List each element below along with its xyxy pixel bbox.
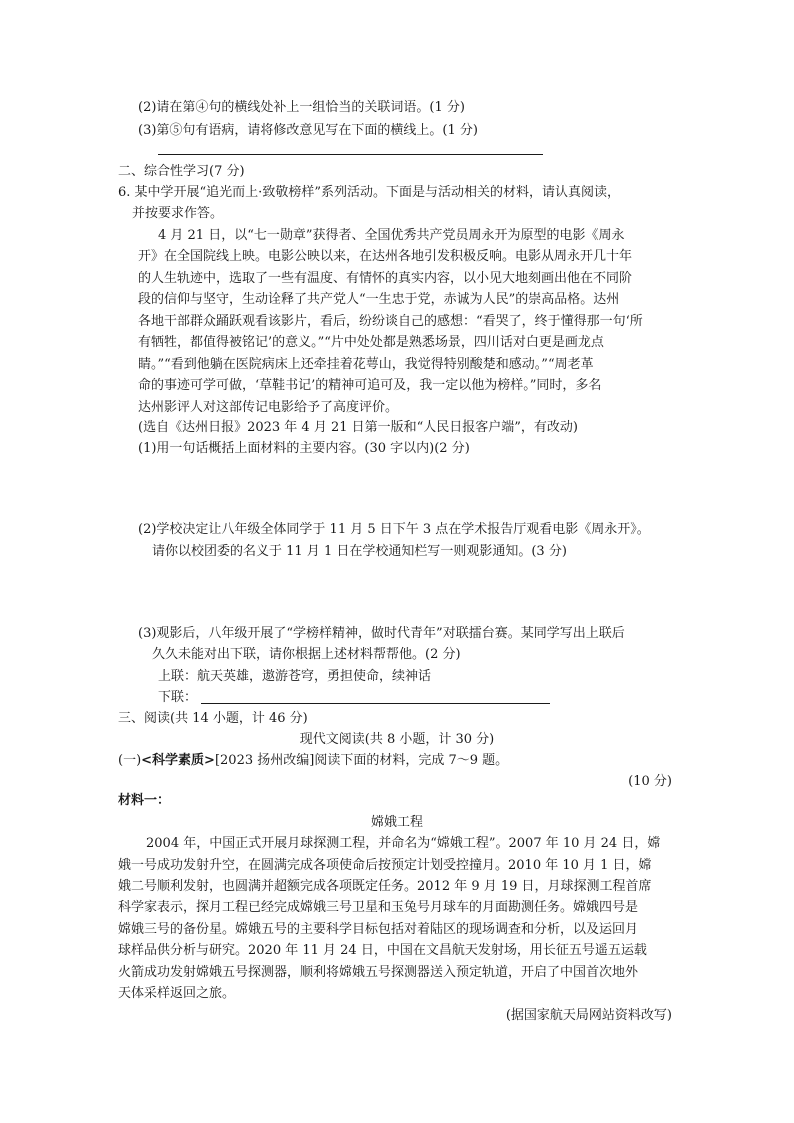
couplet-lower-label: 下联： — [158, 690, 198, 705]
couplet-upper: 上联：航天英雄，遨游苍穹，勇担使命，续神话 — [158, 669, 432, 684]
part-1-tag: <科学素质> — [141, 753, 215, 768]
material-line: 达州影评人对这部传记电影给予了高度评价。 — [138, 400, 399, 415]
couplet-lower-answer-line[interactable] — [201, 703, 550, 704]
part-1-instruction: [2023 扬州改编]阅读下面的材料，完成 7～9 题。 — [214, 753, 509, 768]
material-1-title: 嫦娥工程 — [370, 815, 423, 830]
material-line: 开》在全国院线上映。电影公映以来，在达州各地引发积极反响。电影从周永开几十年 — [138, 249, 633, 264]
section-2-title: 二、综合性学习(7 分) — [118, 164, 245, 179]
q6-intro-line2: 并按要求作答。 — [132, 206, 224, 221]
q6-sub2-line2: 请你以校团委的名义于 11 月 1 日在学校通知栏写一则观影通知。(3 分) — [152, 544, 567, 559]
question-3-text: (3)第⑤句有语病，请将修改意见写在下面的横线上。(1 分) — [138, 123, 478, 138]
material-line: 命的事迹可学可做，‘草鞋书记’的精神可追可及，我一定以他为榜样。”同时，多名 — [138, 378, 602, 393]
material-1-source: (据国家航天局网站资料改写) — [505, 1008, 672, 1023]
material-1-label: 材料一： — [118, 793, 171, 808]
material-1-line: 火箭成功发射嫦娥五号探测器，顺利将嫦娥五号探测器送入预定轨道，开启了中国首次地外 — [118, 965, 639, 980]
q6-sub2-line1: (2)学校决定让八年级全体同学于 11 月 5 日下午 3 点在学术报告厅观看电影《周永开》。 — [138, 522, 650, 537]
q6-sub1-text: (1)用一句话概括上面材料的主要内容。(30 字以内)(2 分) — [138, 441, 470, 456]
part-1-score: (10 分) — [628, 774, 672, 789]
material-1-line: 科学家表示，探月工程已经完成嫦娥三号卫星和玉兔号月球车的月面勘测任务。嫦娥四号是 — [118, 900, 639, 915]
material-line: 睛。”“看到他躺在医院病床上还牵挂着花萼山，我觉得特别酸楚和感动。”“周老革 — [138, 357, 594, 372]
section-3-title: 三、阅读(共 14 小题，计 46 分) — [118, 711, 308, 726]
part-1-heading — [118, 751, 508, 771]
material-1-line: 2004 年，中国正式开展月球探测工程，并命名为“嫦娥工程”。2007 年 10 月 24 日，嫦 — [146, 836, 661, 851]
question-2-text: (2)请在第④句的横线处补上一组恰当的关联词语。(1 分) — [138, 100, 465, 115]
material-line: 有牺牲，都值得被铭记’的意义。”“片中处处都是熟悉场景，四川话对白更是画龙点 — [138, 335, 604, 350]
material-line: 4 月 21 日，以“七一勋章”获得者、全国优秀共产党员周永开为原型的电影《周永 — [158, 228, 625, 243]
material-1-line: 娥一号成功发射升空，在圆满完成各项使命后按预定计划受控撞月。2010 年 10 月 1 日，嫦 — [118, 858, 652, 873]
answer-line-q3[interactable] — [158, 154, 543, 155]
material-line: 的人生轨迹中，选取了一些有温度、有情怀的真实内容，以小见大地刻画出他在不同阶 — [138, 271, 633, 286]
part-1-prefix: (一) — [118, 753, 142, 768]
q6-intro-line1: 6. 某中学开展“追光而上·致敬榜样”系列活动。下面是与活动相关的材料，请认真阅读， — [118, 185, 620, 200]
q6-sub3-line2: 久久未能对出下联，请你根据上述材料帮帮他。(2 分) — [152, 647, 461, 662]
q6-sub3-line1: (3)观影后，八年级开展了“学榜样精神，做时代青年”对联擂台赛。某同学写出上联后 — [138, 626, 625, 641]
material-line: 段的信仰与坚守，生动诠释了共产党人“一生忠于党，赤诚为人民”的崇高品格。达州 — [138, 292, 620, 307]
material-1-line: 球样品供分析与研究。2020 年 11 月 24 日，中国在文昌航天发射场，用长征五号遥五运载 — [118, 943, 647, 958]
material-1-line: 娥二号顺利发射，也圆满并超额完成各项既定任务。2012 年 9 月 19 日，月球探测工程首席 — [118, 879, 652, 894]
section-3-subtitle: 现代文阅读(共 8 小题，计 30 分) — [299, 732, 495, 747]
material-source: (选自《达州日报》2023 年 4 月 21 日第一版和“人民日报客户端”，有改动) — [138, 420, 578, 435]
material-line: 各地干部群众踊跃观看该影片，看后，纷纷谈自己的感想：“看哭了，终于懂得那一句‘所 — [138, 314, 643, 329]
material-1-line: 天体采样返回之旅。 — [118, 986, 236, 1001]
material-1-line: 嫦娥三号的备份星。嫦娥五号的主要科学目标包括对着陆区的现场调查和分析，以及运回月 — [118, 922, 639, 937]
